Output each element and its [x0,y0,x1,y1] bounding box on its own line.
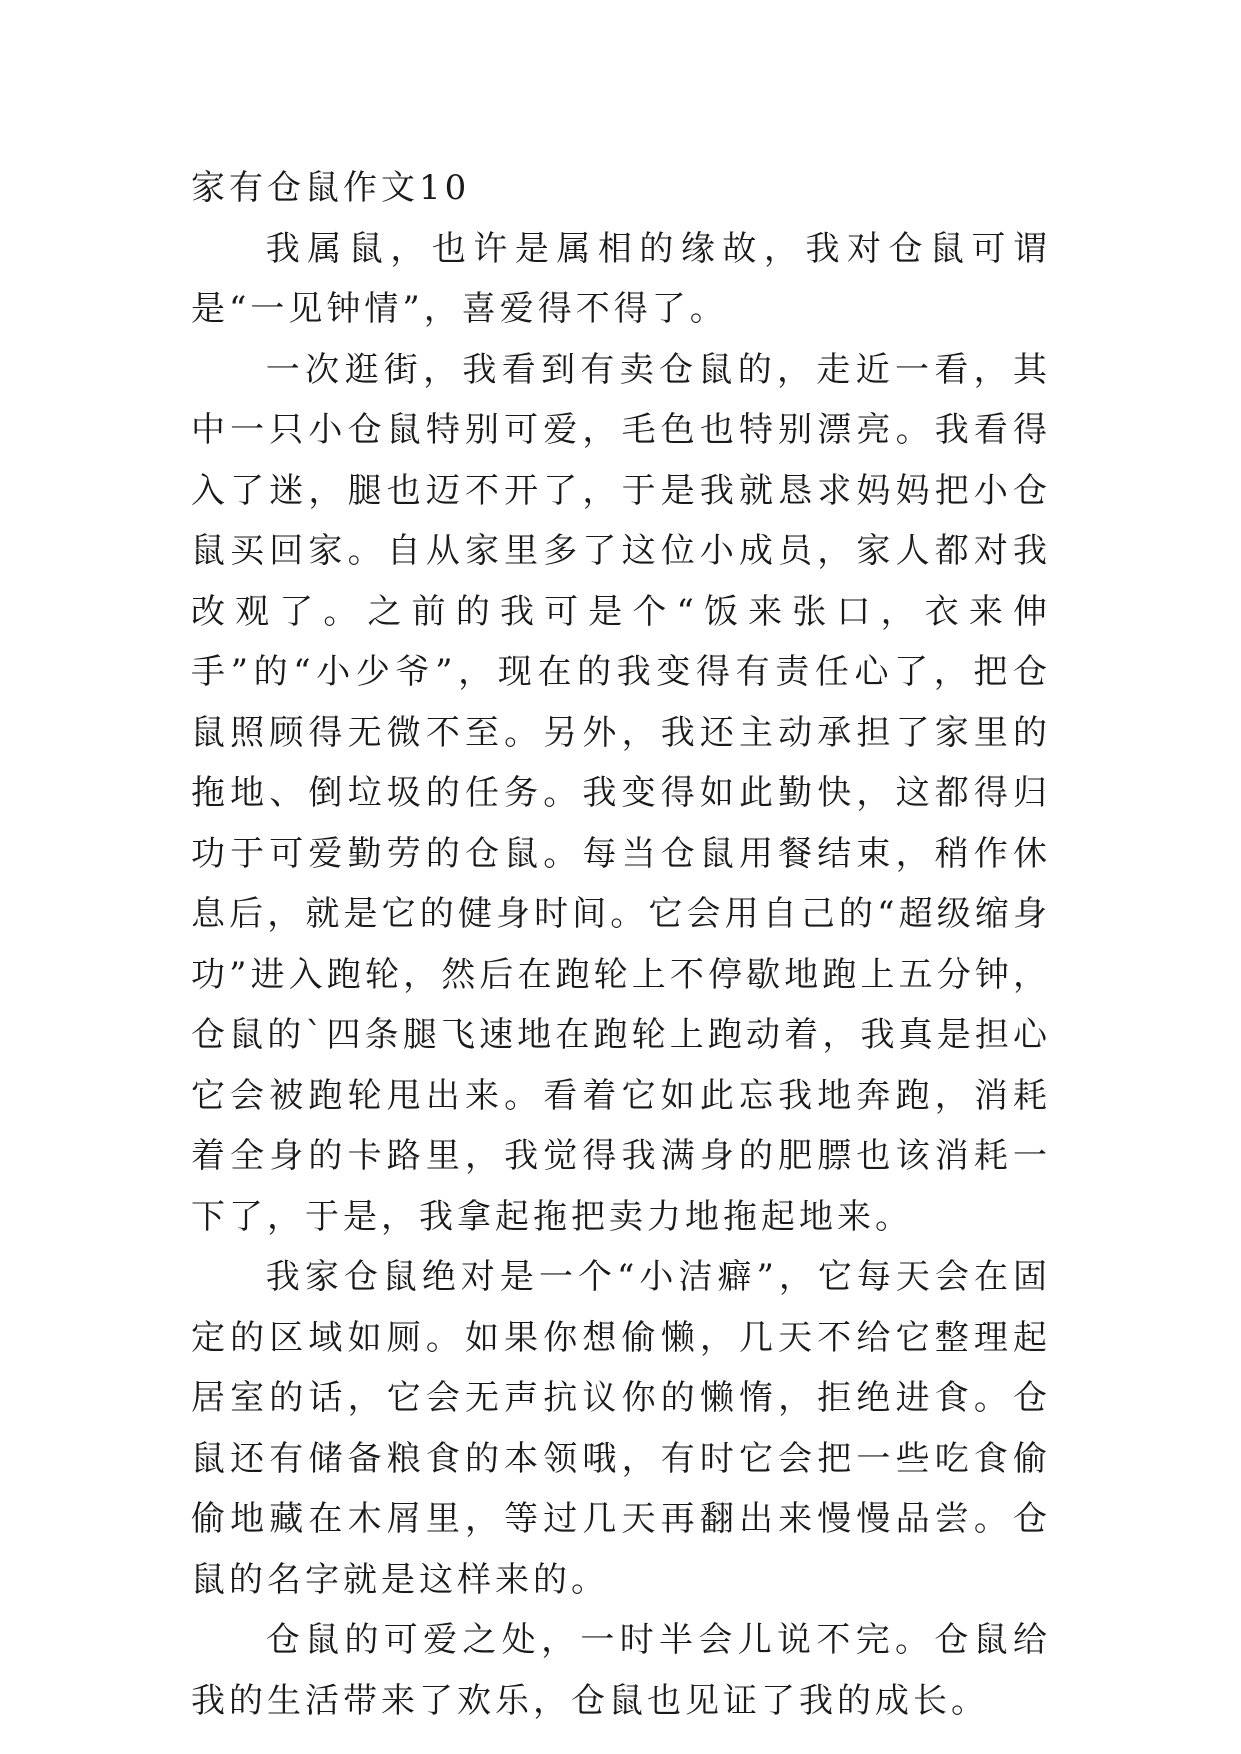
paragraph-2: 一次逛街，我看到有卖仓鼠的，走近一看，其中一只小仓鼠特别可爱，毛色也特别漂亮。我看得入了迷，腿也迈不开了，于是我就恳求妈妈把小仓鼠买回家。自从家里多了这位小成员，家人都对我改观了。之前的我可是个“饭来张口，衣来伸手”的“小少爷”，现在的我变得有责任心了，把仓鼠照顾得无微不至。另外，我还主动承担了家里的拖地、倒垃圾的任务。我变得如此勤快，这都得归功于可爱勤劳的仓鼠。每当仓鼠用餐结束，稍作休息后，就是它的健身时间。它会用自己的“超级缩身功”进入跑轮，然后在跑轮上不停歇地跑上五分钟，仓鼠的`四条腿飞速地在跑轮上跑动着，我真是担心它会被跑轮甩出来。看着它如此忘我地奔跑，消耗着全身的卡路里，我觉得我满身的肥膘也该消耗一下了，于是，我拿起拖把卖力地拖起地来。 [191,349,1051,1237]
document-body [191,158,1051,1731]
paragraph-1: 我属鼠，也许是属相的缘故，我对仓鼠可谓是“一见钟情”，喜爱得不得了。 [191,228,1051,329]
document-title: 家有仓鼠作文10 [191,168,471,208]
paragraph-3: 我家仓鼠绝对是一个“小洁癖”，它每天会在固定的区域如厕。如果你想偷懒，几天不给它整理起居室的话，它会无声抗议你的懒惰，拒绝进食。仓鼠还有储备粮食的本领哦，有时它会把一些吃食偷偷地藏在木屑里，等过几天再翻出来慢慢品尝。仓鼠的名字就是这样来的。 [191,1257,1051,1600]
paragraph-4: 仓鼠的可爱之处，一时半会儿说不完。仓鼠给我的生活带来了欢乐，仓鼠也见证了我的成长。 [191,1620,1051,1721]
